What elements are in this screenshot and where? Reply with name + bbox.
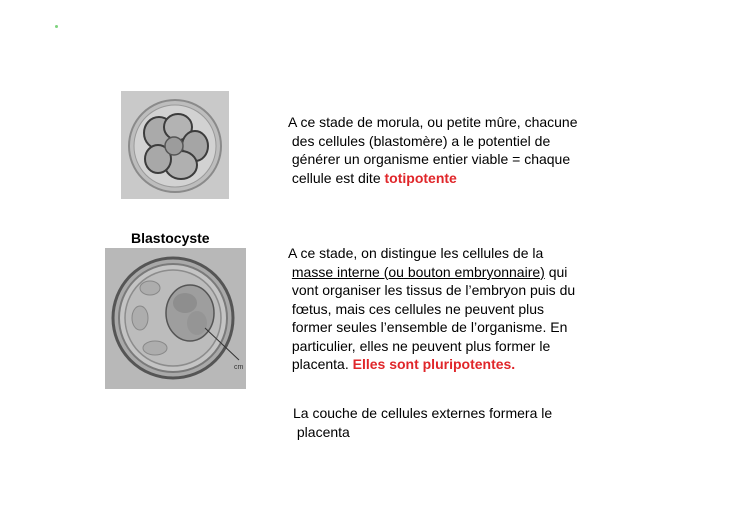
text-line: particulier, elles ne peuvent plus former le bbox=[288, 337, 551, 354]
totipotent-highlight: totipotente bbox=[384, 169, 457, 186]
text-line: vont organiser les tissus de l’embryon puis du bbox=[288, 282, 576, 298]
blastocyst-image bbox=[105, 248, 246, 389]
morula-description bbox=[288, 113, 578, 187]
inner-mass-label: cm bbox=[234, 364, 244, 371]
text-line: fœtus, mais ces cellules ne peuvent plus bbox=[288, 300, 545, 317]
pluripotent-highlight: Elles sont pluripotentes. bbox=[352, 356, 516, 372]
text-line: A ce stade, on distingue les cellules de la bbox=[288, 245, 544, 261]
text-line: placenta bbox=[293, 423, 350, 440]
inner-cell-mass-term: masse interne (ou bouton embryonnaire) bbox=[291, 263, 545, 280]
morula-image bbox=[121, 91, 229, 199]
text-line: A ce stade de morula, ou petite mûre, chacune bbox=[288, 114, 578, 130]
blastocyst-caption: Blastocyste bbox=[131, 230, 210, 246]
decorative-dot bbox=[55, 25, 58, 28]
text-line: qui bbox=[544, 263, 568, 280]
text-line: cellule est dite bbox=[288, 169, 385, 186]
text-line: des cellules (blastomère) a le potentiel de bbox=[288, 132, 551, 149]
text-line: La couche de cellules externes formera le bbox=[293, 405, 553, 421]
text-line: placenta. bbox=[288, 356, 353, 372]
text-line: générer un organisme entier viable = chaque bbox=[288, 151, 571, 167]
text-line: former seules l’ensemble de l’organisme. En bbox=[288, 319, 568, 335]
blastocyst-description bbox=[288, 244, 575, 374]
outer-layer-description bbox=[293, 404, 552, 441]
